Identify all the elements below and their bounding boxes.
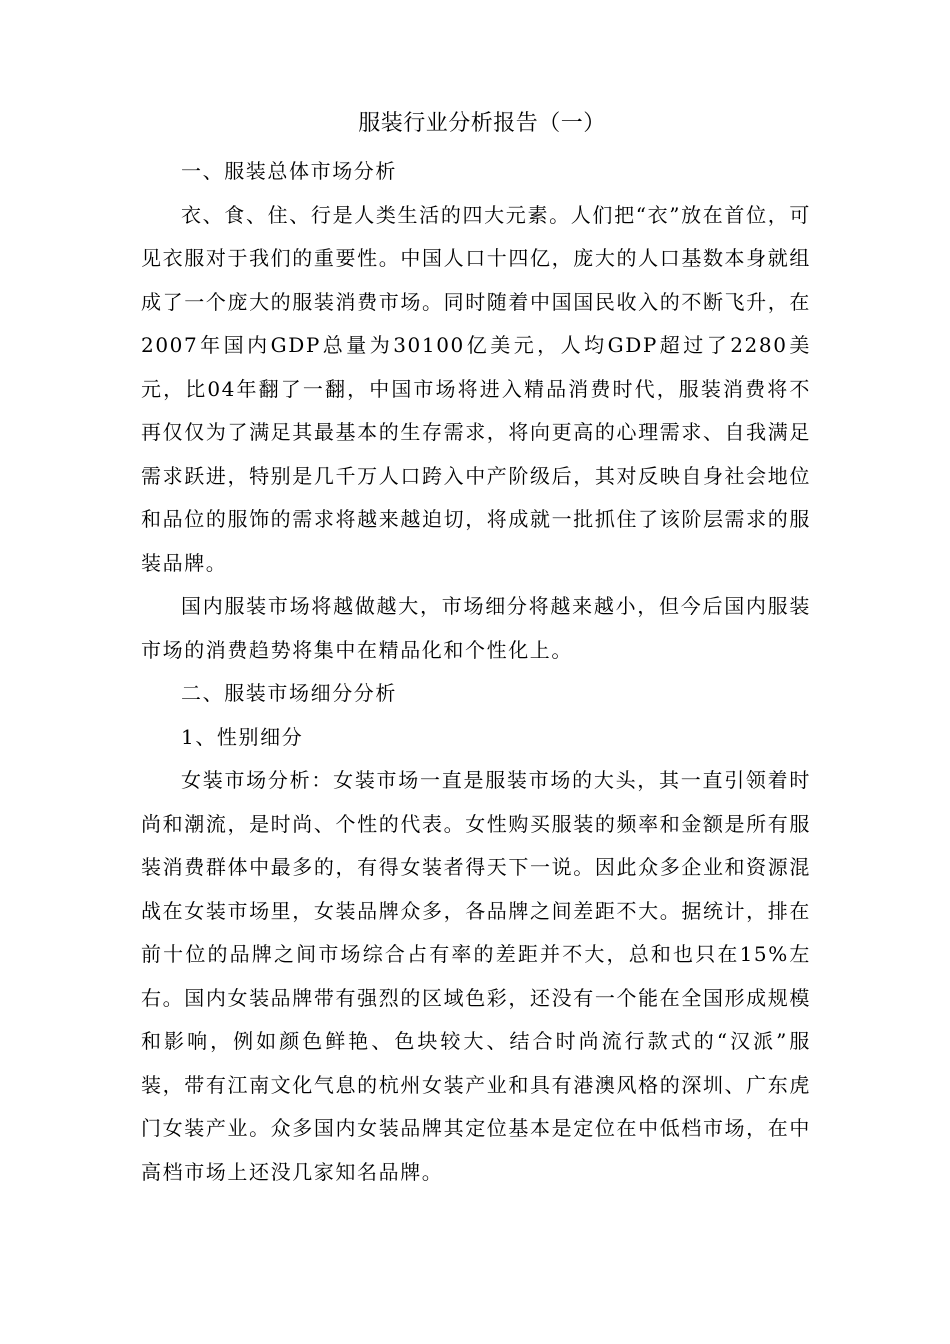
paragraph-market-trend: 国内服装市场将越做越大，市场细分将越来越小，但今后国内服装市场的消费趋势将集中在精品化和个性化上。 (141, 594, 811, 662)
paragraph-womenswear-analysis: 女装市场分析：女装市场一直是服装市场的大头，其一直引领着时尚和潮流，是时尚、个性的代表。女性购买服装的频率和金额是所有服装消费群体中最多的，有得女装者得天下一说。因此众多企业和资源混战在女装市场里，女装品牌众多，各品牌之间差距不大。据统计，排在前十位的品牌之间市场综合占有率的差距并不大，总和也只在15%左右。国内女装品牌带有强烈的区域色彩，还没有一个能在全国形成规模和影响，例如颜色鲜艳、色块较大、结合时尚流行款式的“汉派”服装，带有江南文化气息的杭州女装产业和具有港澳风格的深圳、广东虎门女装产业。众多国内女装品牌其定位基本是定位在中低档市场，在中高档市场上还没几家知名品牌。 (141, 768, 811, 1184)
section-heading-market-segmentation: 二、服装市场细分分析 (181, 681, 397, 705)
document-page (141, 104, 811, 1194)
subsection-heading-gender: 1、性别细分 (181, 724, 304, 749)
document-title: 服装行业分析报告（一） (358, 111, 606, 136)
section-heading-market-overview: 一、服装总体市场分析 (181, 159, 397, 183)
paragraph-clothing-importance: 衣、食、住、行是人类生活的四大元素。人们把“衣”放在首位，可见衣服对于我们的重要性。中国人口十四亿，庞大的人口基数本身就组成了一个庞大的服装消费市场。同时随着中国国民收入的不断飞升，在2007年国内GDP总量为30100亿美元，人均GDP超过了2280美元，比04年翻了一翻，中国市场将进入精品消费时代，服装消费将不再仅仅为了满足其最基本的生存需求，将向更高的心理需求、自我满足需求跃进，特别是几千万人口跨入中产阶级后，其对反映自身社会地位和品位的服饰的需求将越来越迫切，将成就一批抓住了该阶层需求的服装品牌。 (141, 202, 811, 575)
